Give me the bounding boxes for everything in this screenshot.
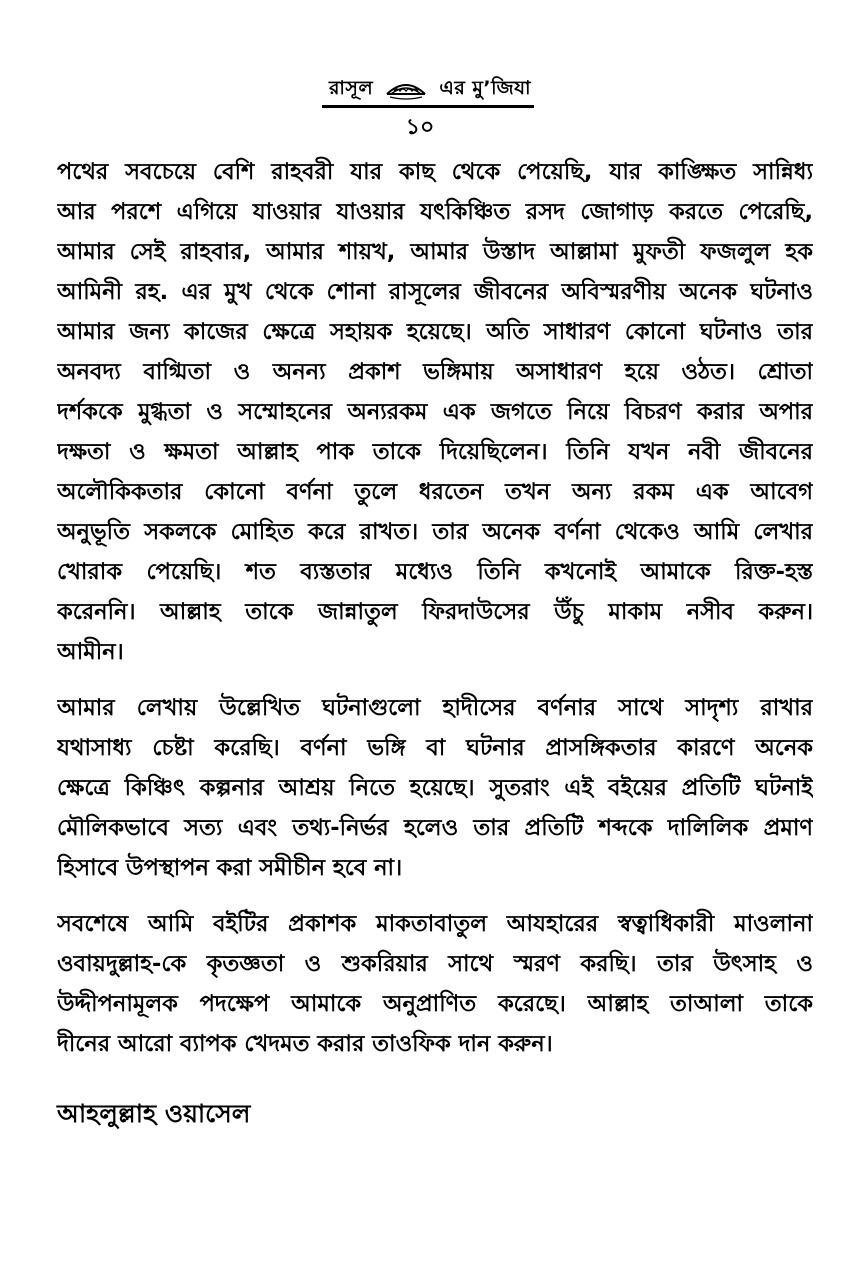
text-line: করেননি। আল্লাহ তাকে জান্নাতুল ফিরদাউসের উঁচু মাকাম নসীব করুন। [57,599,813,625]
running-title-right: এর মু’জিযা [439,77,532,99]
text-line: দর্শককে মুগ্ধতা ও সম্মোহনের অন্যরকম এক জগতে নিয়ে বিচরণ করার অপার [57,399,813,425]
paragraph-1 [57,152,813,672]
page-number: ১০ [405,115,435,140]
text-line: সবশেষে আমি বইটির প্রকাশক মাকতাবাতুল আযহারের স্বত্বাধিকারী মাওলানা [57,911,813,937]
sallallahu-seal-icon [384,78,428,100]
text-line: অনুভূতি সকলকে মোহিত করে রাখত। তার অনেক বর্ণনা থেকেও আমি লেখার [57,519,813,545]
author-signature: আহলুল্লাহ ওয়াসেল [57,1099,251,1128]
text-line: ক্ষেত্রে কিঞ্চিৎ কল্পনার আশ্রয় নিতে হয়েছে। সুতরাং এই বইয়ের প্রতিটি ঘটনাই [57,775,813,801]
body-text [57,152,813,1080]
running-header [300,74,560,106]
paragraph-3 [57,904,813,1064]
text-line: অনবদ্য বাগ্মিতা ও অনন্য প্রকাশ ভঙ্গিমায় অসাধারণ হয়ে ওঠত। শ্রোতা [57,359,813,385]
text-line: ওবায়দুল্লাহ-কে কৃতজ্ঞতা ও শুকরিয়ার সাথে স্মরণ করছি। তার উৎসাহ ও [57,951,813,977]
text-line: আমার লেখায় উল্লেখিত ঘটনাগুলো হাদীসের বর্ণনার সাথে সাদৃশ্য রাখার [57,695,813,721]
text-line: আমার জন্য কাজের ক্ষেত্রে সহায়ক হয়েছে। অতি সাধারণ কোনো ঘটনাও তার [57,319,813,345]
paragraph-2 [57,688,813,888]
text-line: আমার সেই রাহবার, আমার শায়খ, আমার উস্তাদ আল্লামা মুফতী ফজলুল হক [57,239,813,265]
text-line: হিসাবে উপস্থাপন করা সমীচীন হবে না। [57,855,403,881]
text-line: দক্ষতা ও ক্ষমতা আল্লাহ পাক তাকে দিয়েছিলেন। তিনি যখন নবী জীবনের [57,439,813,465]
running-title-left: রাসূল [328,77,374,99]
text-line: উদ্দীপনামূলক পদক্ষেপ আমাকে অনুপ্রাণিত করেছে। আল্লাহ তাআলা তাকে [57,991,813,1017]
text-line: যথাসাধ্য চেষ্টা করেছি। বর্ণনা ভঙ্গি বা ঘটনার প্রাসঙ্গিকতার কারণে অনেক [57,735,813,761]
text-line: আমিনী রহ. এর মুখ থেকে শোনা রাসূলের জীবনের অবিস্মরণীয় অনেক ঘটনাও [57,279,813,305]
text-line: দীনের আরো ব্যাপক খেদমত করার তাওফিক দান করুন। [57,1031,553,1057]
text-line: আর পরশে এগিয়ে যাওয়ার যাওয়ার যৎকিঞ্চিত রসদ জোগাড় করতে পেরেছি, [57,199,813,225]
text-line: অলৌকিকতার কোনো বর্ণনা তুলে ধরতেন তখন অন্য রকম এক আবেগ [57,479,813,505]
header-rule [322,105,534,108]
text-line: পথের সবচেয়ে বেশি রাহবরী যার কাছ থেকে পেয়েছি, যার কাঙ্ক্ষিত সান্নিধ্য [57,159,813,185]
text-line: আমীন। [57,639,124,665]
text-line: মৌলিকভাবে সত্য এবং তথ্য-নির্ভর হলেও তার প্রতিটি শব্দকে দালিলিক প্রমাণ [57,815,813,841]
text-line: খোরাক পেয়েছি। শত ব্যস্ততার মধ্যেও তিনি কখনোই আমাকে রিক্ত-হস্ত [57,559,813,585]
